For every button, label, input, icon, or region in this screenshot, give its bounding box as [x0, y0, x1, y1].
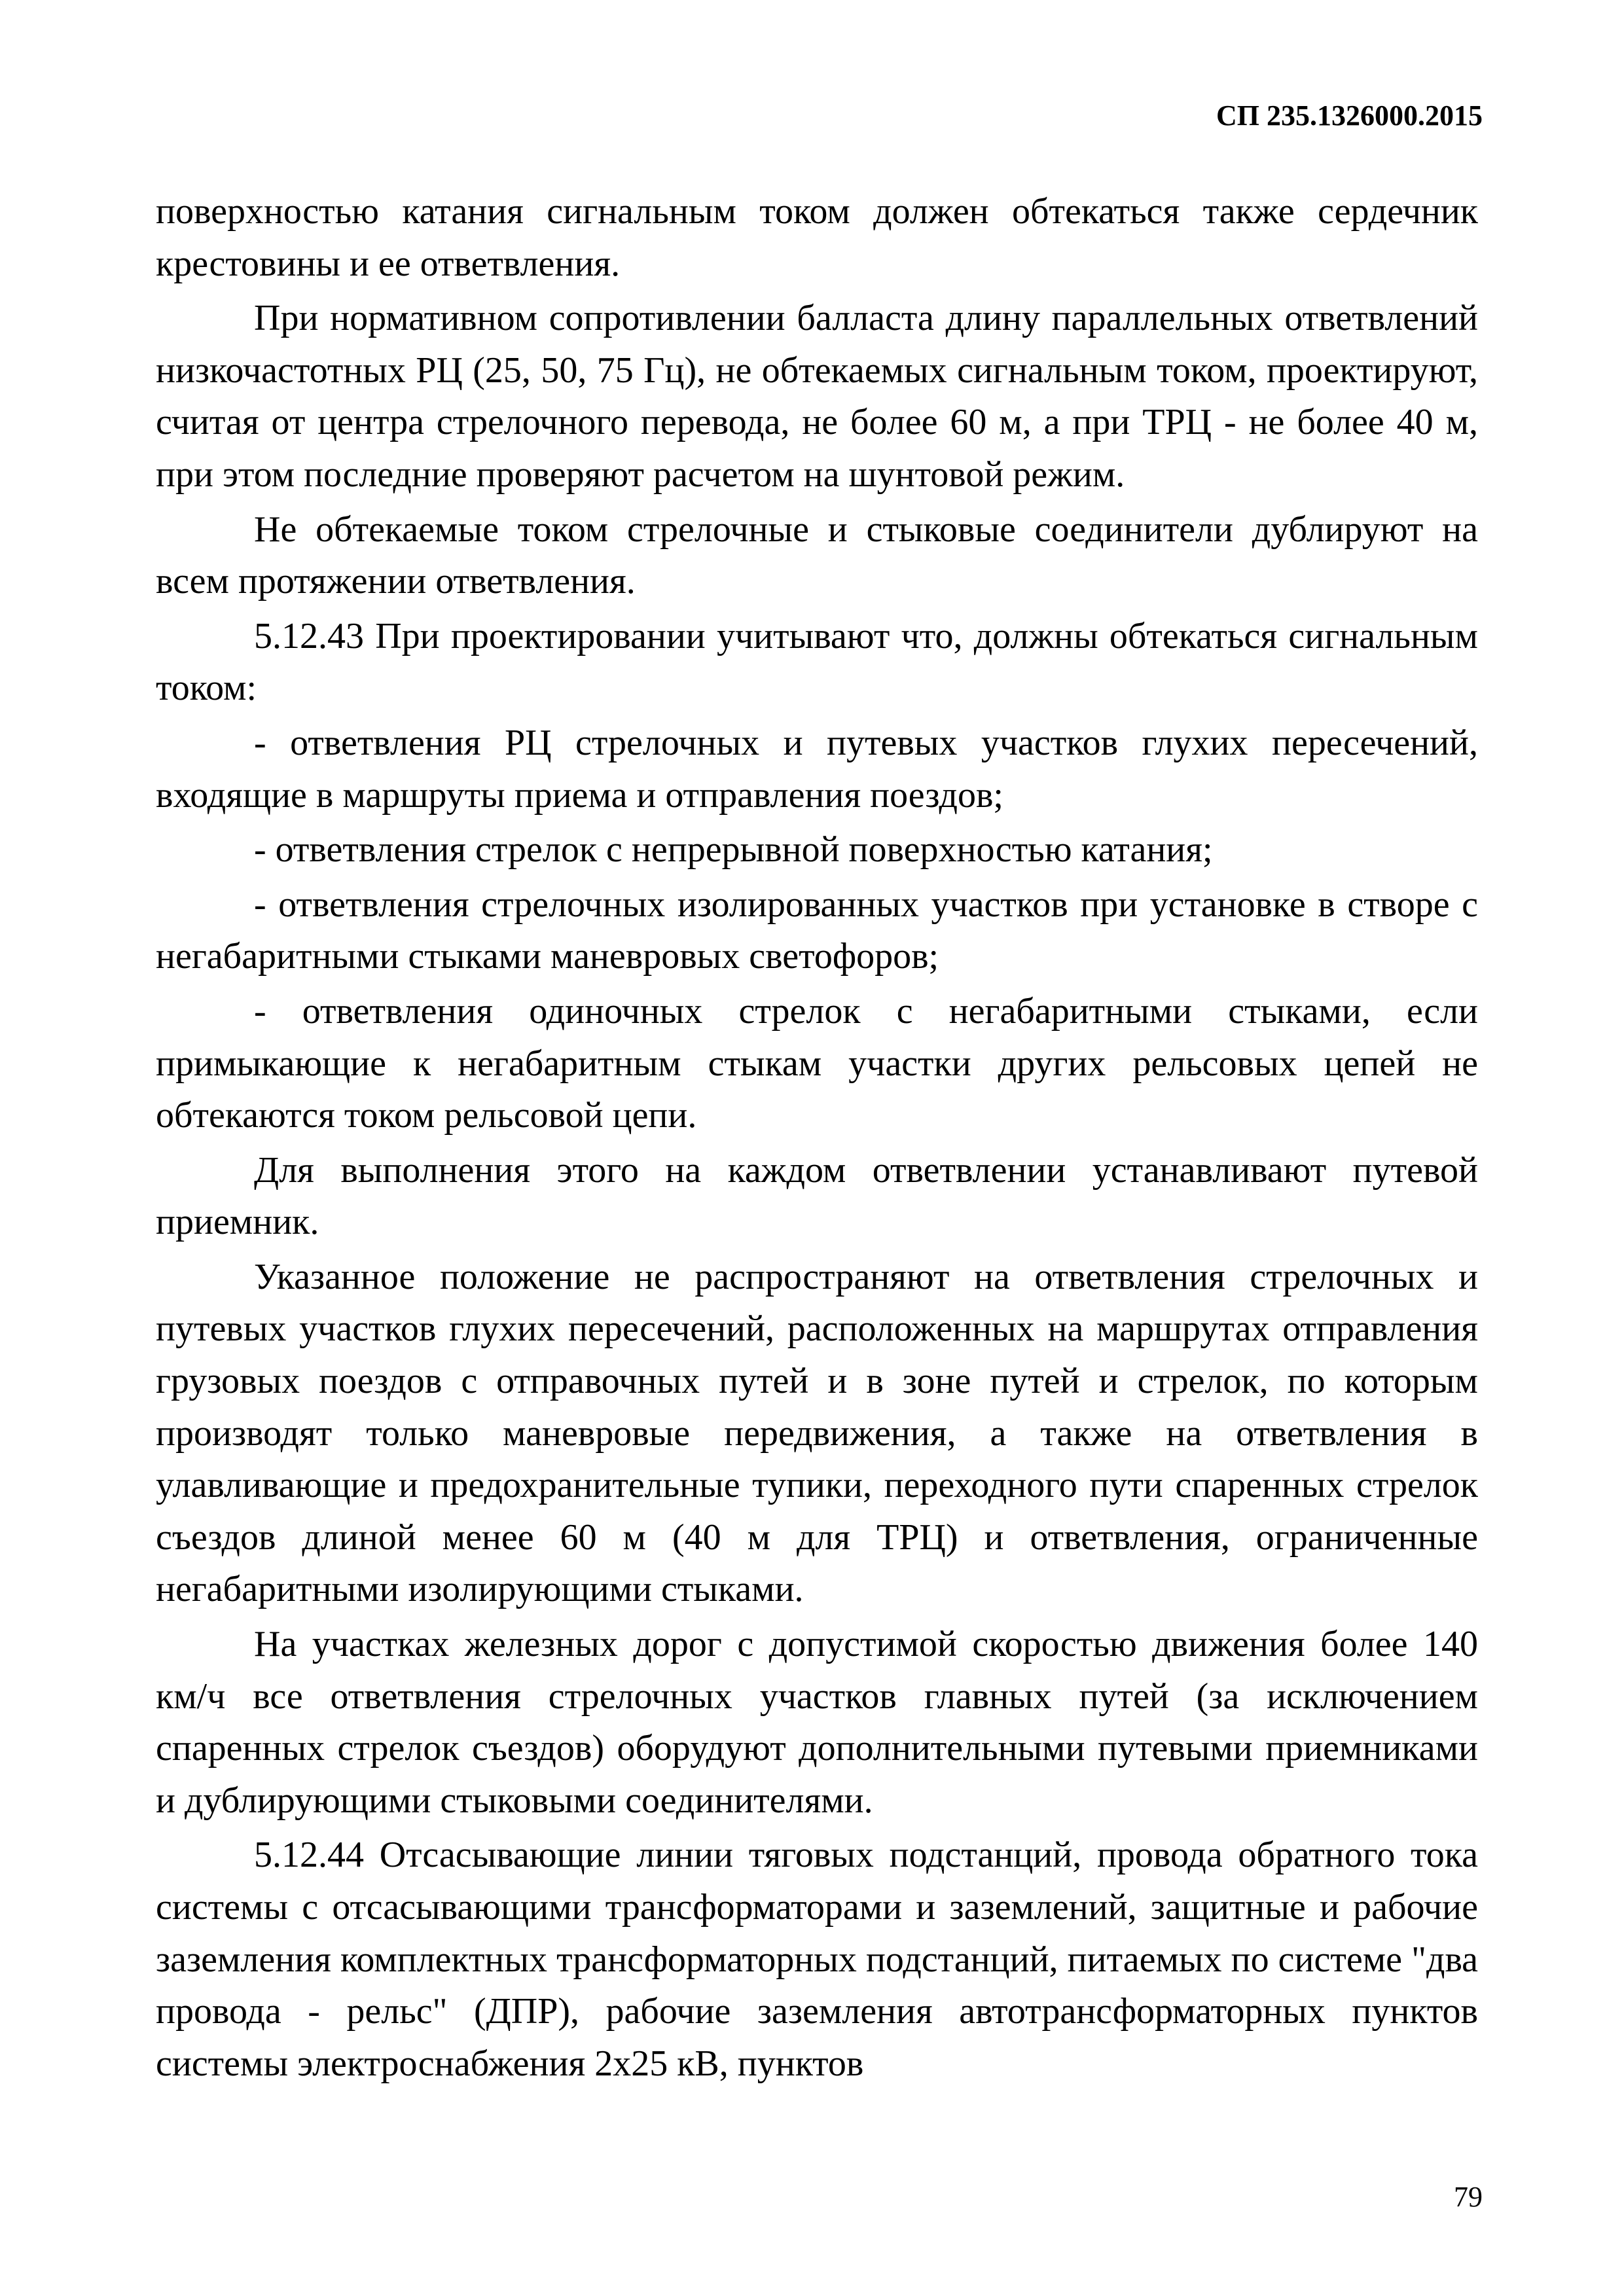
document-body [156, 186, 1478, 2092]
list-item-crossings: - ответвления РЦ стрелочных и путевых участков глухих пересечений, входящие в маршруты приема и отправления поездов; [156, 722, 1478, 816]
list-item-continuous-surface: - ответвления стрелок с непрерывной поверхностью катания; [254, 829, 1213, 870]
paragraph-track-receiver: Для выполнения этого на каждом ответвлении устанавливают путевой приемник. [156, 1149, 1478, 1243]
paragraph-clause-5-12-44: 5.12.44 Отсасывающие линии тяговых подстанций, провода обратного тока системы с отсасывающими трансформаторами и заземлений, защитные и рабочие заземления комплектных трансформаторных подстанций, питаемых по системе "два провода - рельс" (ДПР), рабочие заземления автотрансформаторных пунктов системы электроснабжения 2x25 кВ, пунктов [156, 1835, 1478, 2084]
list-item-single-switches: - ответвления одиночных стрелок с негабаритными стыками, если примыкающие к негабаритным стыкам участки других рельсовых цепей не обтекаются током рельсовой цепи. [156, 990, 1478, 1136]
document-code-header: СП 235.1326000.2015 [1216, 99, 1483, 132]
paragraph-high-speed-sections: На участках железных дорог с допустимой скоростью движения более 140 км/ч все ответвления стрелочных участков главных путей (за исключением спаренных стрелок съездов) оборудуют дополнительными путевыми приемниками и дублирующими стыковыми соединителями. [156, 1624, 1478, 1821]
paragraph-ballast-resistance: При нормативном сопротивлении балласта длину параллельных ответвлений низкочастотных РЦ (25, 50, 75 Гц), не обтекаемых сигнальным током, проектируют, считая от центра стрелочного перевода, не более 60 м, а при ТРЦ - не более 40 м, при этом последние проверяют расчетом на шунтовой режим. [156, 298, 1478, 495]
paragraph-exceptions: Указанное положение не распространяют на ответвления стрелочных и путевых участков глухих пересечений, расположенных на маршрутах отправления грузовых поездов с отправочных путей и в зоне путей и стрелок, по которым производят только маневровые передвижения, а также на ответвления в улавливающие и предохранительные тупики, переходного пути спаренных стрелок съездов длиной менее 60 м (40 м для ТРЦ) и ответвления, ограниченные негабаритными изолирующими стыками. [156, 1256, 1478, 1610]
paragraph-clause-5-12-43: 5.12.43 При проектировании учитывают что, должны обтекаться сигнальным током: [156, 615, 1478, 709]
paragraph-continuation: поверхностью катания сигнальным током должен обтекаться также сердечник крестовины и ее ответвления. [156, 191, 1478, 284]
page-number: 79 [1454, 2181, 1483, 2213]
paragraph-connectors-duplicated: Не обтекаемые током стрелочные и стыковые соединители дублируют на всем протяжении ответвления. [156, 509, 1478, 602]
list-item-isolated-sections: - ответвления стрелочных изолированных участков при установке в створе с негабаритными стыками маневровых светофоров; [156, 884, 1478, 977]
